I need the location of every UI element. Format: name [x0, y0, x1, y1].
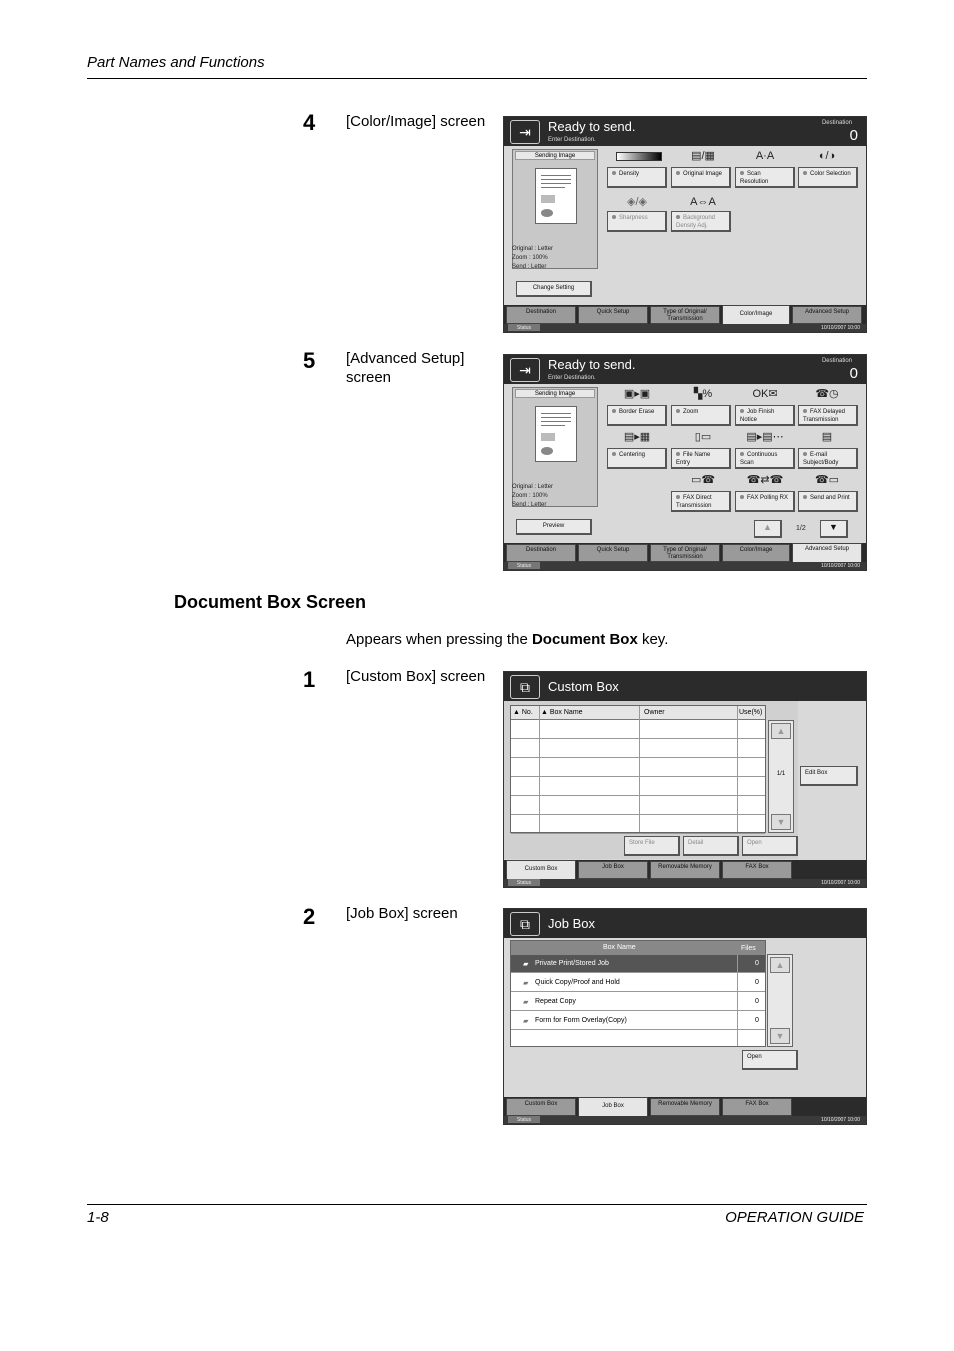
page-indicator: 1/2 — [796, 525, 806, 532]
panel-title: Job Box — [548, 916, 595, 931]
box-icon: ⧉ — [510, 675, 540, 699]
fax-polling-rx-button[interactable]: FAX Polling RX — [735, 491, 795, 512]
folder-icon: ▰ — [523, 980, 529, 987]
centering-icon: ▤▸▦ — [623, 431, 651, 443]
guide-name: OPERATION GUIDE — [725, 1209, 864, 1226]
table-row[interactable]: ▰ Quick Copy/Proof and Hold 0 — [511, 974, 765, 992]
tab-type-of-original[interactable]: Type of Original/ Transmission — [650, 306, 720, 324]
tab-fax-box[interactable]: FAX Box — [722, 861, 792, 879]
tab-color-image[interactable]: Color/Image — [722, 305, 790, 325]
sharpness-button[interactable]: Sharpness — [607, 211, 667, 232]
tab-color-image[interactable]: Color/Image — [722, 544, 790, 562]
status-bar — [504, 562, 866, 570]
tab-removable-memory[interactable]: Removable Memory — [650, 1098, 720, 1116]
zoom-info: Zoom : 100% — [512, 255, 548, 261]
continuous-scan-icon: ▤▸▤⋯ — [746, 431, 784, 443]
panel-title: Ready to send. — [548, 357, 636, 372]
send-icon: ⇥ — [510, 120, 540, 144]
section-intro: Appears when pressing the Document Box key. — [346, 631, 669, 648]
step-caption: [Color/Image] screen — [346, 113, 486, 130]
email-subject-body-button[interactable]: E-mail Subject/Body — [798, 448, 858, 469]
destination-count: 0 — [849, 127, 858, 144]
step-number: 4 — [303, 110, 316, 135]
job-finish-notice-button[interactable]: Job Finish Notice — [735, 405, 795, 426]
table-row[interactable]: ▰ Private Print/Stored Job 0 — [511, 955, 765, 973]
step-caption: [Job Box] screen — [346, 905, 458, 922]
tab-custom-box[interactable]: Custom Box — [506, 1098, 576, 1116]
color-image-screen — [503, 116, 867, 333]
page-thumbnail-icon — [535, 406, 577, 462]
density-button[interactable]: Density — [607, 167, 667, 188]
tab-type-of-original[interactable]: Type of Original/ Transmission — [650, 544, 720, 562]
table-row[interactable] — [511, 759, 765, 777]
status-bar — [504, 1116, 866, 1124]
scrollbar[interactable] — [768, 720, 794, 833]
table-row[interactable]: ▰ Form for Form Overlay(Copy) 0 — [511, 1012, 765, 1030]
store-file-button[interactable]: Store File — [624, 836, 680, 856]
original-info: Original : Letter — [512, 484, 554, 490]
scan-resolution-button[interactable]: Scan Resolution — [735, 167, 795, 188]
scroll-down-button[interactable]: ▼ — [771, 814, 791, 830]
sharpness-icon: ◈/◈ — [627, 196, 647, 208]
running-header: Part Names and Functions — [87, 54, 265, 71]
zoom-icon: ▚% — [693, 388, 713, 400]
section-title: Document Box Screen — [174, 592, 367, 612]
scan-resolution-icon: A·A — [755, 150, 775, 162]
border-erase-button[interactable]: Border Erase — [607, 405, 667, 426]
preview-label: Sending Image — [515, 151, 595, 160]
tab-bar — [504, 1097, 866, 1117]
page-number: 1-8 — [87, 1209, 109, 1226]
send-and-print-icon: ☎▭ — [814, 474, 840, 486]
detail-button[interactable]: Detail — [683, 836, 739, 856]
footer-rule — [87, 1204, 867, 1205]
owner-header: Owner — [644, 709, 665, 716]
files-header: Files — [741, 945, 756, 952]
step-caption: [Advanced Setup] screen — [346, 350, 465, 386]
continuous-scan-button[interactable]: Continuous Scan — [735, 448, 795, 469]
edit-box-button[interactable]: Edit Box — [800, 766, 858, 786]
send-info: Send : Letter — [512, 502, 547, 508]
step-number: 2 — [303, 904, 316, 929]
status-bar — [504, 324, 866, 332]
step-number: 1 — [303, 667, 316, 692]
table-row[interactable] — [511, 816, 765, 834]
tab-custom-box[interactable]: Custom Box — [506, 860, 576, 880]
preview-label: Sending Image — [515, 389, 595, 398]
table-row[interactable] — [511, 721, 765, 739]
panel-title-bar — [504, 909, 866, 938]
color-selection-icon: ◐/◑ — [818, 150, 836, 162]
density-icon — [614, 149, 664, 167]
tab-advanced-setup[interactable]: Advanced Setup — [792, 306, 862, 324]
tab-fax-box[interactable]: FAX Box — [722, 1098, 792, 1116]
panel-subtitle: Enter Destination. — [548, 375, 596, 381]
send-icon: ⇥ — [510, 358, 540, 382]
sort-no-header[interactable]: ▲ No. — [513, 709, 533, 716]
tab-removable-memory[interactable]: Removable Memory — [650, 861, 720, 879]
color-selection-button[interactable]: Color Selection — [798, 167, 858, 188]
job-finish-notice-icon: OK✉ — [752, 388, 778, 400]
use-header: Use(%) — [739, 709, 763, 716]
zoom-button[interactable]: Zoom — [671, 405, 731, 426]
panel-title-bar — [504, 355, 866, 384]
folder-icon: ▰ — [523, 961, 529, 968]
scrollbar[interactable] — [767, 954, 793, 1047]
page-up-button[interactable]: ▲ — [754, 520, 782, 538]
box-icon: ⧉ — [510, 912, 540, 936]
scroll-up-button[interactable]: ▲ — [771, 723, 791, 739]
tab-bar — [504, 305, 866, 325]
sort-box-name-header[interactable]: ▲ Box Name — [541, 709, 583, 716]
background-density-icon: A⇔A — [690, 196, 716, 208]
background-density-button[interactable]: Background Density Adj. — [671, 211, 731, 232]
panel-title-bar — [504, 672, 866, 701]
panel-title: Custom Box — [548, 679, 619, 694]
advanced-setup-screen — [503, 354, 867, 571]
status-button[interactable]: Status — [508, 324, 540, 331]
change-setting-button[interactable]: Change Setting — [516, 281, 592, 297]
tab-quick-setup[interactable]: Quick Setup — [578, 306, 648, 324]
page-down-button[interactable]: ▼ — [820, 520, 848, 538]
preview-button[interactable]: Preview — [516, 519, 592, 535]
email-subject-icon: ▤ — [821, 431, 833, 443]
destination-count: 0 — [849, 365, 858, 382]
header-rule — [87, 78, 867, 79]
step-caption: [Custom Box] screen — [346, 668, 486, 685]
step-number: 5 — [303, 348, 316, 373]
tab-bar — [504, 860, 866, 880]
status-datetime: 10/10/2007 10:00 — [821, 880, 860, 886]
table-row[interactable]: ▰ Repeat Copy 0 — [511, 993, 765, 1011]
send-info: Send : Letter — [512, 264, 547, 270]
fax-delayed-icon: ☎◷ — [815, 388, 839, 400]
page-thumbnail-icon — [535, 168, 577, 224]
tab-bar — [504, 543, 866, 563]
original-image-button[interactable]: Original Image — [671, 167, 731, 188]
page-indicator: 1/1 — [776, 771, 786, 777]
table-row[interactable] — [511, 797, 765, 815]
file-name-entry-icon: ▯▭ — [694, 431, 712, 443]
file-name-entry-button[interactable]: File Name Entry — [671, 448, 731, 469]
status-button[interactable]: Status — [508, 1116, 540, 1123]
panel-title: Ready to send. — [548, 119, 636, 134]
open-button[interactable]: Open — [742, 1050, 798, 1070]
scroll-down-button[interactable]: ▼ — [770, 1028, 790, 1044]
tab-advanced-setup[interactable]: Advanced Setup — [792, 543, 862, 563]
zoom-info: Zoom : 100% — [512, 493, 548, 499]
panel-subtitle: Enter Destination. — [548, 137, 596, 143]
custom-box-screen — [503, 671, 867, 888]
folder-icon: ▰ — [523, 1018, 529, 1025]
status-datetime: 10/10/2007 10:00 — [821, 1117, 860, 1123]
border-erase-icon: ▣▸▣ — [623, 388, 651, 400]
scroll-up-button[interactable]: ▲ — [770, 957, 790, 973]
table-row[interactable] — [511, 778, 765, 796]
status-bar — [504, 879, 866, 887]
folder-icon: ▰ — [523, 999, 529, 1006]
panel-title-bar — [504, 117, 866, 146]
custom-box-table — [510, 705, 766, 833]
send-and-print-button[interactable]: Send and Print — [798, 491, 858, 512]
fax-polling-icon: ☎⇄☎ — [746, 474, 784, 486]
tab-destination[interactable]: Destination — [506, 306, 576, 324]
status-datetime: 10/10/2007 10:00 — [821, 563, 860, 569]
original-info: Original : Letter — [512, 246, 554, 252]
box-name-header: Box Name — [603, 944, 636, 951]
job-box-screen — [503, 908, 867, 1125]
fax-delayed-transmission-button[interactable]: FAX Delayed Transmission — [798, 405, 858, 426]
tab-job-box[interactable]: Job Box — [578, 861, 648, 879]
job-box-table — [510, 940, 766, 1047]
tab-job-box[interactable]: Job Box — [578, 1097, 648, 1117]
fax-direct-icon: ▭☎ — [690, 474, 716, 486]
destination-label: Destination — [821, 120, 852, 126]
status-datetime: 10/10/2007 10:00 — [821, 325, 860, 331]
tab-quick-setup[interactable]: Quick Setup — [578, 544, 648, 562]
original-image-icon: ▤/▦ — [691, 150, 715, 162]
status-button[interactable]: Status — [508, 879, 540, 886]
table-row[interactable] — [511, 740, 765, 758]
status-button[interactable]: Status — [508, 562, 540, 569]
centering-button[interactable]: Centering — [607, 448, 667, 469]
tab-destination[interactable]: Destination — [506, 544, 576, 562]
destination-label: Destination — [821, 358, 852, 364]
fax-direct-transmission-button[interactable]: FAX Direct Transmission — [671, 491, 731, 512]
open-button[interactable]: Open — [742, 836, 798, 856]
